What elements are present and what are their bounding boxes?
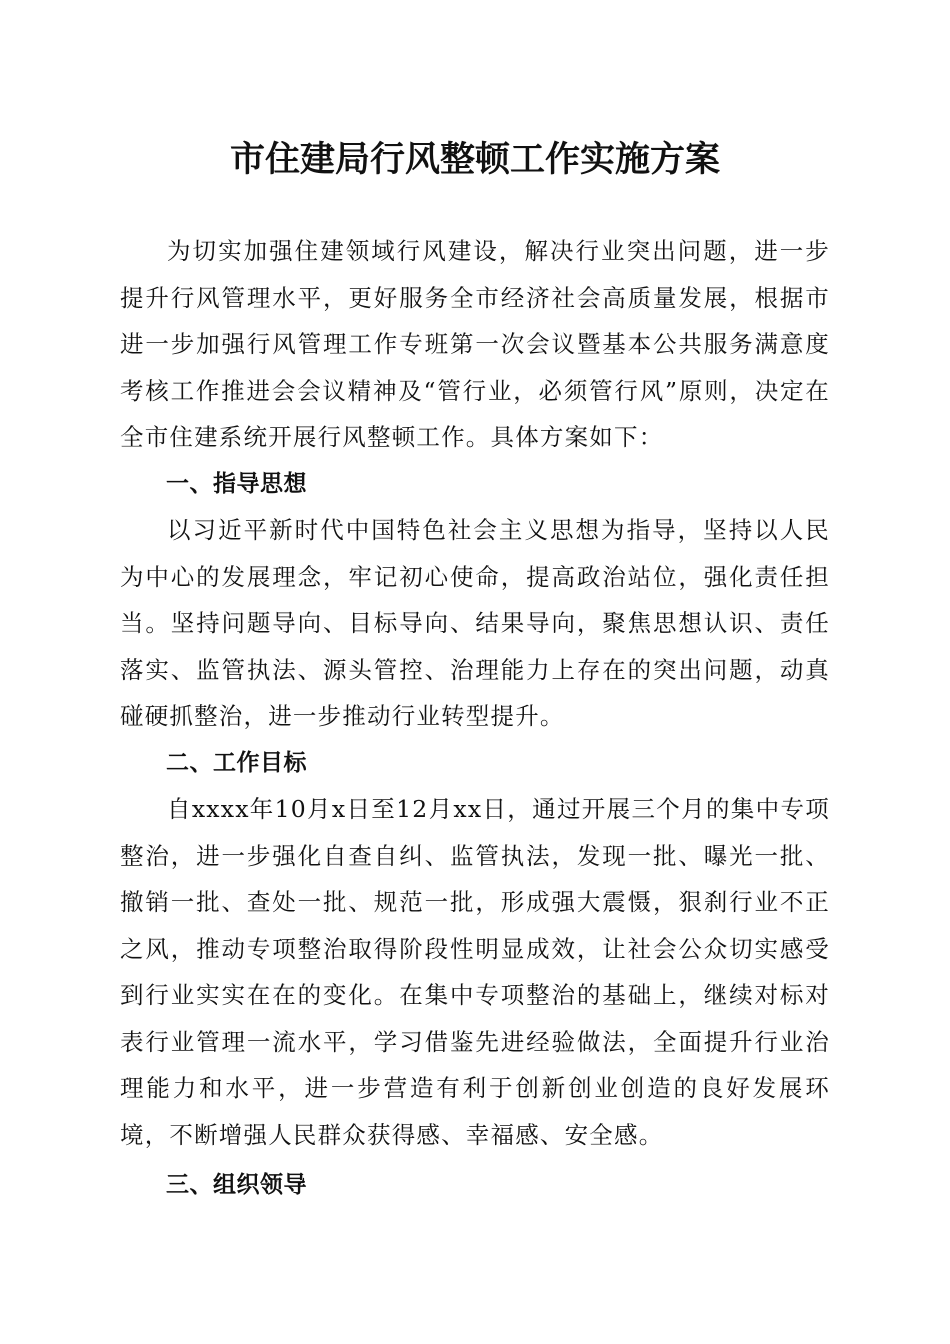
section-heading-organization-leadership: 三、组织领导 (166, 1172, 307, 1198)
section-body-guiding-ideology: 以习近平新时代中国特色社会主义思想为指导，坚持以人民为中心的发展理念，牢记初心使命，提高政治站位，强化责任担当。坚持问题导向、目标导向、结果导向，聚焦思想认识、责任落实、监管执法、源头管控、治理能力上存在的突出问题，动真碰硬抓整治，进一步推动行业转型提升。 (120, 516, 830, 730)
document-body (120, 228, 830, 1209)
intro-paragraph: 为切实加强住建领域行风建设，解决行业突出问题，进一步提升行风管理水平，更好服务全市经济社会高质量发展，根据市进一步加强行风管理工作专班第一次会议暨基本公共服务满意度考核工作推进会会议精神及“管行业，必须管行风”原则，决定在全市住建系统开展行风整顿工作。具体方案如下： (120, 237, 830, 451)
document-title: 市住建局行风整顿工作实施方案 (229, 139, 720, 180)
section-body-work-goals: 自xxxx年10月x日至12月xx日，通过开展三个月的集中专项整治，进一步强化自查自纠、监管执法，发现一批、曝光一批、撤销一批、查处一批、规范一批，形成强大震慑，狠刹行业不正之风，推动专项整治取得阶段性明显成效，让社会公众切实感受到行业实实在在的变化。在集中专项整治的基础上，继续对标对表行业管理一流水平，学习借鉴先进经验做法，全面提升行业治理能力和水平，进一步营造有利于创新创业创造的良好发展环境，不断增强人民群众获得感、幸福感、安全感。 (120, 795, 830, 1149)
section-heading-work-goals: 二、工作目标 (166, 749, 307, 776)
section-heading-guiding-ideology: 一、指导思想 (166, 470, 307, 497)
